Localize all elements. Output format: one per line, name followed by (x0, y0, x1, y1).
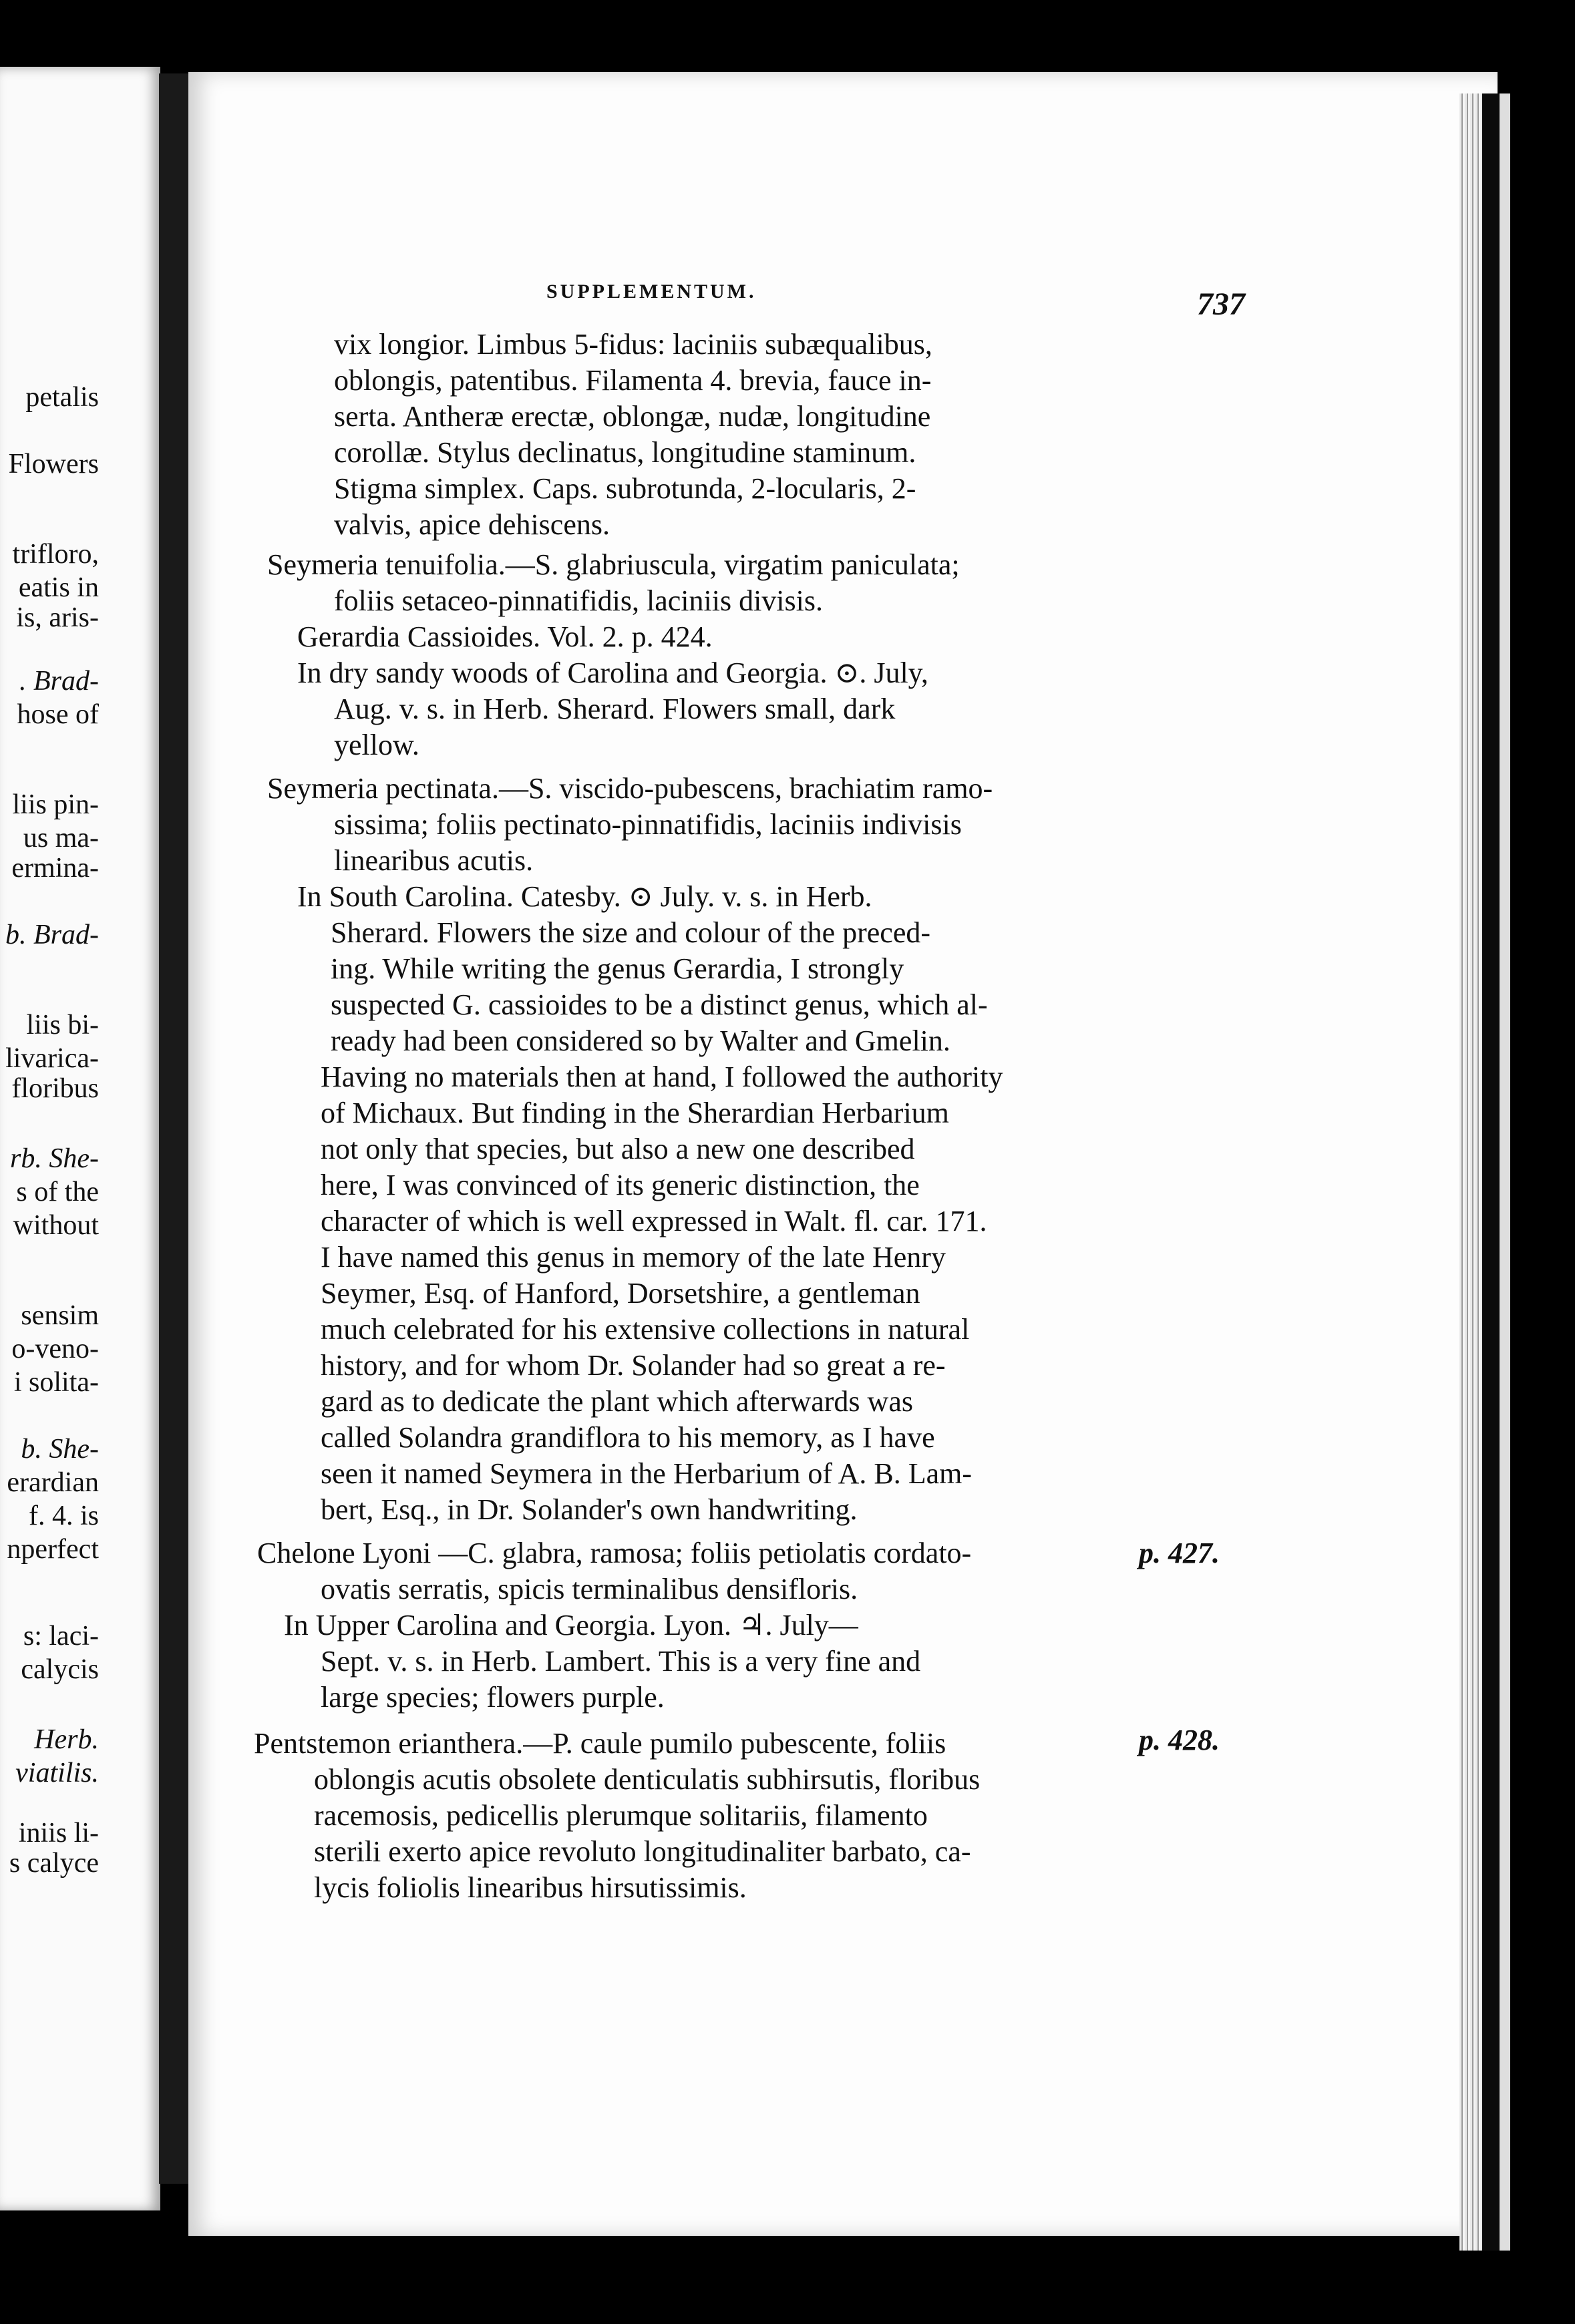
left-fragment: Herb. (34, 1724, 99, 1755)
left-fragment: petalis (25, 382, 99, 413)
text-line: Having no materials then at hand, I followed the authority (321, 1060, 1003, 1093)
text-line: In Upper Carolina and Georgia. Lyon. ♃. July— (284, 1609, 858, 1641)
left-fragment: livarica- (5, 1043, 99, 1074)
left-fragment: o-veno- (11, 1334, 99, 1364)
text-line: Sept. v. s. in Herb. Lambert. This is a very fine and (321, 1645, 921, 1678)
left-fragment: viatilis. (15, 1758, 99, 1788)
text-line: oblongis acutis obsolete denticulatis subhirsutis, floribus (314, 1763, 981, 1796)
left-fragment: calycis (21, 1654, 99, 1685)
text-line: ovatis serratis, spicis terminalibus densifloris. (321, 1573, 858, 1605)
text-line: foliis setaceo-pinnatifidis, laciniis divisis. (334, 584, 823, 617)
page-number: 737 (1197, 286, 1245, 322)
text-line: I have named this genus in memory of the late Henry (321, 1241, 946, 1274)
text-line: serta. Antheræ erectæ, oblongæ, nudæ, longitudine (334, 400, 931, 433)
cover-edge (1482, 93, 1500, 2251)
text-line: sissima; foliis pectinato-pinnatifidis, laciniis indivisis (334, 808, 962, 841)
text-line: ing. While writing the genus Gerardia, I strongly (331, 952, 904, 985)
text-line: gard as to dedicate the plant which afterwards was (321, 1385, 913, 1418)
text-line: history, and for whom Dr. Solander had so great a re- (321, 1349, 946, 1382)
text-line: here, I was convinced of its generic distinction, the (321, 1169, 920, 1201)
scan-border (1510, 93, 1575, 2251)
text-line: not only that species, but also a new one described (321, 1133, 915, 1165)
left-fragment: us ma- (23, 823, 99, 853)
left-fragment: liis bi- (26, 1010, 99, 1040)
left-fragment: erardian (7, 1467, 99, 1498)
text-line: Aug. v. s. in Herb. Sherard. Flowers small, dark (334, 693, 896, 725)
text-line: Seymer, Esq. of Hanford, Dorsetshire, a gentleman (321, 1277, 920, 1310)
text-line: Stigma simplex. Caps. subrotunda, 2-locularis, 2- (334, 472, 916, 505)
left-fragment: eatis in (18, 572, 99, 603)
left-fragment: trifloro, (12, 539, 99, 570)
entry-heading: Pentstemon erianthera.—P. caule pumilo pubescente, foliis (254, 1727, 946, 1760)
text-line: lycis foliolis linearibus hirsutissimis. (314, 1871, 747, 1904)
margin-reference: p. 428. (1139, 1724, 1220, 1756)
left-fragment: . Brad- (19, 666, 99, 697)
page-edges (1459, 93, 1482, 2251)
left-fragment: i solita- (13, 1367, 99, 1398)
text-line: ready had been considered so by Walter and Gmelin. (331, 1024, 950, 1057)
entry-heading: Chelone Lyoni —C. glabra, ramosa; foliis petiolatis cordato- (257, 1537, 972, 1569)
left-fragment: liis pin- (12, 789, 99, 820)
text-line: oblongis, patentibus. Filamenta 4. brevia, fauce in- (334, 364, 932, 397)
left-fragment: s of the (16, 1177, 99, 1207)
text-line: vix longior. Limbus 5-fidus: laciniis subæqualibus, (334, 328, 932, 361)
left-fragment: f. 4. is (29, 1501, 99, 1531)
left-fragment: floribus (11, 1073, 99, 1104)
entry-heading: Seymeria pectinata.—S. viscido-pubescens, brachiatim ramo- (267, 772, 993, 805)
left-fragment: sensim (21, 1300, 99, 1331)
cover-edge-light (1500, 93, 1510, 2251)
text-line: large species; flowers purple. (321, 1681, 665, 1714)
left-fragment: s calyce (9, 1848, 99, 1879)
text-line: bert, Esq., in Dr. Solander's own handwriting. (321, 1493, 858, 1526)
left-fragment: s: laci- (23, 1621, 99, 1652)
left-fragment: hose of (17, 699, 99, 730)
left-fragment: ermina- (11, 853, 99, 884)
running-head: SUPPLEMENTUM. (546, 280, 757, 303)
left-fragment: nperfect (7, 1534, 99, 1565)
text-line: called Solandra grandiflora to his memory, as I have (321, 1421, 935, 1454)
text-line: sterili exerto apice revoluto longitudinaliter barbato, ca- (314, 1835, 971, 1868)
left-fragment: b. She- (21, 1434, 99, 1465)
text-line: much celebrated for his extensive collections in natural (321, 1313, 970, 1346)
text-line: valvis, apice dehiscens. (334, 508, 610, 541)
left-fragment: iniis li- (18, 1818, 99, 1849)
left-page (0, 67, 160, 2210)
margin-reference: p. 427. (1139, 1537, 1220, 1569)
text-line: character of which is well expressed in Walt. fl. car. 171. (321, 1205, 987, 1237)
text-line: suspected G. cassioides to be a distinct genus, which al- (331, 988, 988, 1021)
text-line: racemosis, pedicellis plerumque solitariis, filamento (314, 1799, 928, 1832)
left-fragment: b. Brad- (5, 920, 99, 950)
text-line: linearibus acutis. (334, 844, 534, 877)
left-fragment: Flowers (8, 449, 99, 479)
text-line: seen it named Seymera in the Herbarium of A. B. Lam- (321, 1457, 973, 1490)
left-fragment: is, aris- (16, 602, 99, 633)
text-line: Sherard. Flowers the size and colour of the preced- (331, 916, 931, 949)
entry-heading: Seymeria tenuifolia.—S. glabriuscula, virgatim paniculata; (267, 548, 960, 581)
text-line: yellow. (334, 729, 419, 761)
left-fragment: rb. She- (10, 1143, 99, 1174)
text-line: corollæ. Stylus declinatus, longitudine staminum. (334, 436, 916, 469)
text-line: of Michaux. But finding in the Sherardian Herbarium (321, 1097, 949, 1129)
left-fragment: without (13, 1210, 99, 1241)
text-line: In dry sandy woods of Carolina and Georgia. ⊙. July, (297, 656, 928, 689)
text-line: Gerardia Cassioides. Vol. 2. p. 424. (297, 620, 713, 653)
text-line: In South Carolina. Catesby. ⊙ July. v. s. in Herb. (297, 880, 872, 913)
